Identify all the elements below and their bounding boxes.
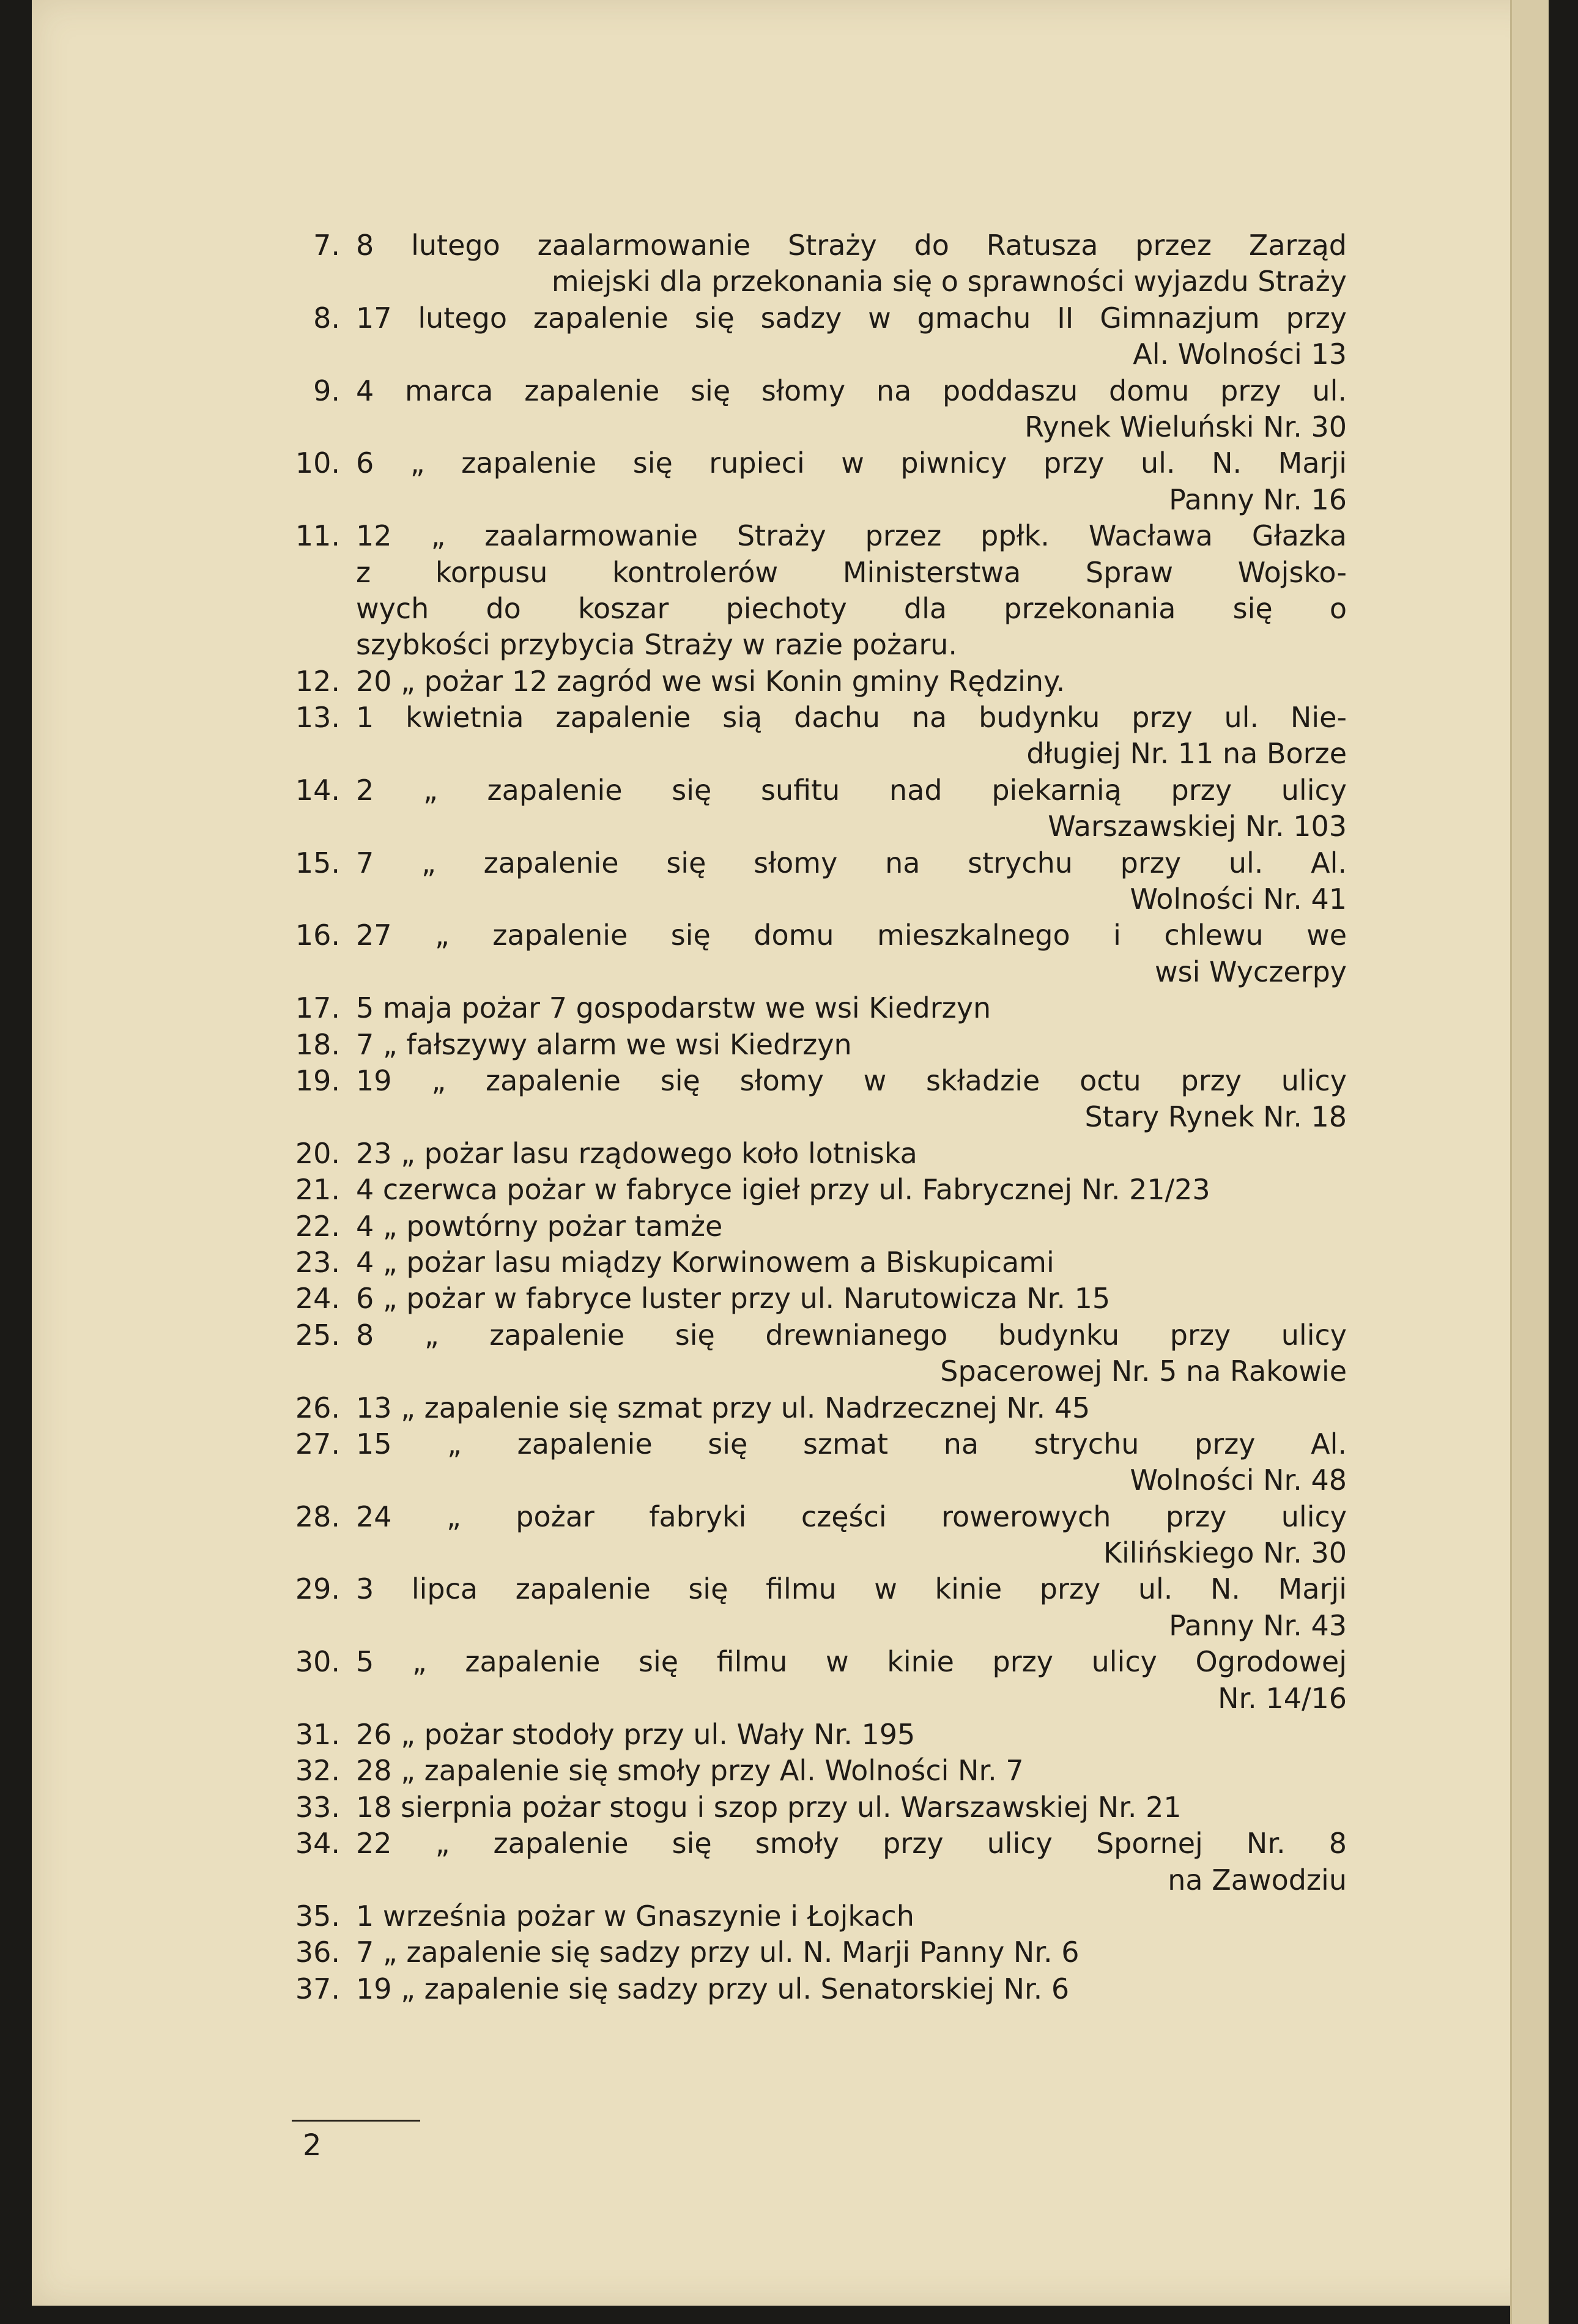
- document-page: [32, 0, 1549, 2306]
- entry-text: [344, 373, 1347, 446]
- entry-number: 28.: [295, 1500, 340, 1533]
- entry-row: [258, 845, 1347, 918]
- entry-text: [344, 990, 1347, 1026]
- entry-row: [258, 1826, 1347, 1898]
- entry-line: 1 września pożar w Gnaszynie i Łojkach: [356, 1899, 914, 1933]
- entry-row: [258, 518, 1347, 664]
- entry-row: [258, 1971, 1347, 2007]
- entry-line: Nr. 14/16: [1218, 1681, 1347, 1715]
- entry-line: Spacerowej Nr. 5 na Rakowie: [940, 1355, 1347, 1388]
- entry-line: 4 „ pożar lasu miądzy Korwinowem a Biskupicami: [356, 1245, 1054, 1279]
- entry-row: [258, 373, 1347, 446]
- entry-line: 23 „ pożar lasu rządowego koło lotniska: [356, 1136, 917, 1170]
- entry-line: 7 „ fałszywy alarm we wsi Kiedrzyn: [356, 1027, 852, 1061]
- entry-number: 27.: [295, 1427, 340, 1460]
- entry-row: [258, 1789, 1347, 1826]
- entry-line: wsi Wyczerpy: [1155, 955, 1347, 988]
- entry-line: 7 „ zapalenie się słomy na strychu przy ul. Al.: [356, 846, 1347, 879]
- entry-number: 9.: [313, 374, 340, 407]
- entry-number: 34.: [295, 1827, 340, 1860]
- entry-line: Panny Nr. 43: [1169, 1608, 1347, 1642]
- entry-text: [344, 1317, 1347, 1390]
- entry-line: Rynek Wieluński Nr. 30: [1024, 410, 1347, 443]
- entry-line: długiej Nr. 11 na Borze: [1026, 737, 1347, 771]
- entry-line: 19 „ zapalenie się słomy w składzie octu przy ulicy: [356, 1064, 1347, 1097]
- entry-row: [258, 1717, 1347, 1753]
- entry-number: 17.: [295, 991, 340, 1025]
- entry-row: [258, 1063, 1347, 1136]
- entry-text: [344, 1245, 1347, 1281]
- entry-line: 8 lutego zaalarmowanie Straży do Ratusza przez Zarząd: [356, 229, 1347, 262]
- entry-text: [344, 1826, 1347, 1898]
- entry-line: wych do koszar piechoty dla przekonania się o: [356, 591, 1347, 625]
- entry-number: 20.: [295, 1136, 340, 1170]
- entry-row: [258, 772, 1347, 845]
- entry-number: 11.: [295, 519, 340, 553]
- entry-text: [344, 917, 1347, 990]
- entry-row: [258, 1027, 1347, 1063]
- entry-number: 24.: [295, 1282, 340, 1316]
- entry-line: 6 „ zapalenie się rupieci w piwnicy przy ul. N. Marji: [356, 446, 1347, 480]
- entry-row: [258, 917, 1347, 990]
- entry-line: 20 „ pożar 12 zagród we wsi Konin gminy Rędziny.: [356, 664, 1065, 698]
- entry-row: [258, 1208, 1347, 1245]
- entry-row: [258, 1317, 1347, 1390]
- entry-text: [344, 1717, 1347, 1753]
- entry-line: miejski dla przekonania się o sprawności wyjazdu Straży: [551, 265, 1347, 298]
- entry-text: [344, 1898, 1347, 1934]
- entry-row: [258, 300, 1347, 373]
- entry-text: [344, 1281, 1347, 1317]
- entry-text: [344, 1426, 1347, 1499]
- entry-text: [344, 518, 1347, 664]
- entry-number: 22.: [295, 1209, 340, 1243]
- entry-text: [344, 1571, 1347, 1644]
- next-page-edge: [1510, 0, 1549, 2324]
- entry-line: 4 czerwca pożar w fabryce igieł przy ul. Fabrycznej Nr. 21/23: [356, 1173, 1210, 1207]
- entry-text: [344, 1934, 1347, 1971]
- entry-row: [258, 1426, 1347, 1499]
- entry-row: [258, 1172, 1347, 1208]
- fire-incident-list: [258, 228, 1347, 2007]
- entry-text: [344, 845, 1347, 918]
- entry-number: 36.: [295, 1936, 340, 1969]
- entry-line: na Zawodziu: [1168, 1863, 1347, 1897]
- entry-line: 27 „ zapalenie się domu mieszkalnego i chlewu we: [356, 919, 1347, 952]
- entry-text: [344, 1499, 1347, 1572]
- entry-number: 7.: [313, 229, 340, 262]
- entry-number: 16.: [295, 919, 340, 952]
- entry-number: 33.: [295, 1790, 340, 1824]
- entry-line: Kilińskiego Nr. 30: [1103, 1536, 1347, 1570]
- entry-number: 23.: [295, 1245, 340, 1279]
- entry-text: [344, 772, 1347, 845]
- entry-number: 29.: [295, 1572, 340, 1606]
- entry-text: [344, 1136, 1347, 1172]
- entry-number: 14.: [295, 773, 340, 807]
- entry-line: 4 marca zapalenie się słomy na poddaszu domu przy ul.: [356, 374, 1347, 407]
- entry-row: [258, 1390, 1347, 1426]
- entry-number: 12.: [295, 664, 340, 698]
- entry-line: Warszawskiej Nr. 103: [1048, 810, 1347, 843]
- entry-line: 19 „ zapalenie się sadzy przy ul. Senatorskiej Nr. 6: [356, 1972, 1070, 2005]
- entry-line: 5 „ zapalenie się filmu w kinie przy ulicy Ogrodowej: [356, 1645, 1347, 1679]
- footnote-rule: [292, 2120, 420, 2122]
- entry-row: [258, 1934, 1347, 1971]
- entry-line: 18 sierpnia pożar stogu i szop przy ul. Warszawskiej Nr. 21: [356, 1790, 1182, 1824]
- entry-text: [344, 228, 1347, 300]
- entry-line: 13 „ zapalenie się szmat przy ul. Nadrzecznej Nr. 45: [356, 1391, 1091, 1424]
- entry-row: [258, 1499, 1347, 1572]
- entry-line: 17 lutego zapalenie się sadzy w gmachu II Gimnazjum przy: [356, 301, 1347, 335]
- entry-text: [344, 300, 1347, 373]
- entry-number: 35.: [295, 1899, 340, 1933]
- entry-line: Al. Wolności 13: [1133, 338, 1347, 371]
- entry-row: [258, 445, 1347, 518]
- entry-text: [344, 664, 1347, 700]
- entry-line: Wolności Nr. 41: [1130, 883, 1347, 916]
- entry-text: [344, 1644, 1347, 1717]
- entry-line: 15 „ zapalenie się szmat na strychu przy Al.: [356, 1427, 1347, 1460]
- entry-row: [258, 990, 1347, 1026]
- entry-line: szybkości przybycia Straży w razie pożaru.: [356, 628, 958, 662]
- entry-line: Stary Rynek Nr. 18: [1084, 1100, 1347, 1134]
- entry-row: [258, 1136, 1347, 1172]
- entry-number: 15.: [295, 846, 340, 879]
- entry-number: 21.: [295, 1173, 340, 1207]
- entry-text: [344, 1753, 1347, 1789]
- entry-text: [344, 1208, 1347, 1245]
- entry-number: 37.: [295, 1972, 340, 2005]
- entry-line: 28 „ zapalenie się smoły przy Al. Wolności Nr. 7: [356, 1754, 1024, 1788]
- entry-line: 3 lipca zapalenie się filmu w kinie przy ul. N. Marji: [356, 1572, 1347, 1606]
- entry-line: z korpusu kontrolerów Ministerstwa Spraw Wojsko-: [356, 555, 1347, 589]
- page-number: 2: [303, 2128, 322, 2163]
- entry-line: 26 „ pożar stodoły przy ul. Wały Nr. 195: [356, 1718, 916, 1752]
- entry-number: 26.: [295, 1391, 340, 1424]
- entry-row: [258, 1281, 1347, 1317]
- entry-number: 8.: [313, 301, 340, 335]
- entry-text: [344, 1027, 1347, 1063]
- entry-line: 2 „ zapalenie się sufitu nad piekarnią przy ulicy: [356, 773, 1347, 807]
- entry-text: [344, 1172, 1347, 1208]
- entry-line: 8 „ zapalenie się drewnianego budynku przy ulicy: [356, 1318, 1347, 1352]
- entry-line: 12 „ zaalarmowanie Straży przez ppłk. Wacława Głazka: [356, 519, 1347, 553]
- entry-number: 32.: [295, 1754, 340, 1788]
- entry-row: [258, 1898, 1347, 1934]
- entry-text: [344, 1063, 1347, 1136]
- entry-number: 31.: [295, 1718, 340, 1752]
- entry-line: 5 maja pożar 7 gospodarstw we wsi Kiedrzyn: [356, 991, 991, 1025]
- entry-row: [258, 1245, 1347, 1281]
- entry-text: [344, 1390, 1347, 1426]
- entry-text: [344, 445, 1347, 518]
- entry-line: 6 „ pożar w fabryce luster przy ul. Narutowicza Nr. 15: [356, 1282, 1111, 1316]
- entry-line: Wolności Nr. 48: [1130, 1464, 1347, 1497]
- entry-number: 19.: [295, 1064, 340, 1097]
- entry-row: [258, 1753, 1347, 1789]
- entry-number: 10.: [295, 446, 340, 480]
- entry-line: 7 „ zapalenie się sadzy przy ul. N. Marji Panny Nr. 6: [356, 1936, 1080, 1969]
- entry-line: 1 kwietnia zapalenie sią dachu na budynku przy ul. Nie-: [356, 701, 1347, 735]
- entry-line: 4 „ powtórny pożar tamże: [356, 1209, 723, 1243]
- entry-row: [258, 1644, 1347, 1717]
- entry-line: 24 „ pożar fabryki części rowerowych przy ulicy: [356, 1500, 1347, 1533]
- entry-text: [344, 1789, 1347, 1826]
- entry-number: 30.: [295, 1645, 340, 1679]
- entry-row: [258, 1571, 1347, 1644]
- entry-text: [344, 700, 1347, 772]
- entry-text: [344, 1971, 1347, 2007]
- entry-row: [258, 228, 1347, 300]
- entry-number: 18.: [295, 1027, 340, 1061]
- entry-line: 22 „ zapalenie się smoły przy ulicy Spornej Nr. 8: [356, 1827, 1347, 1860]
- entry-line: Panny Nr. 16: [1169, 483, 1347, 516]
- entry-number: 25.: [295, 1318, 340, 1352]
- entry-row: [258, 664, 1347, 700]
- entry-number: 13.: [295, 701, 340, 735]
- entry-row: [258, 700, 1347, 772]
